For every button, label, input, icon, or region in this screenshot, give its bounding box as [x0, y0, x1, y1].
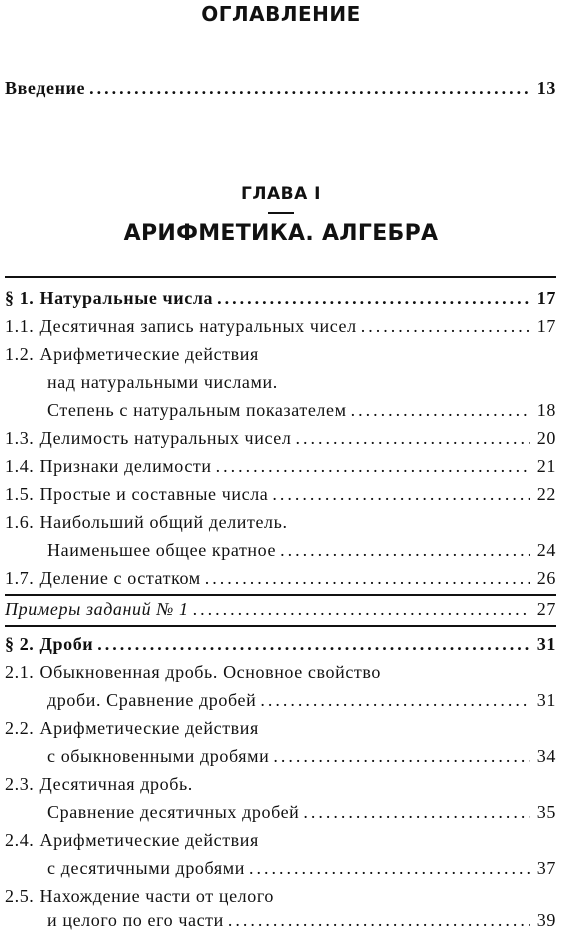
entry-title: 1.7. Деление с остатком: [5, 568, 201, 588]
dot-leader: [193, 599, 530, 620]
toc-entry-continued[interactable]: [47, 746, 556, 770]
toc-entry-continued[interactable]: [47, 858, 556, 882]
page-number: 24: [536, 540, 556, 560]
toc-entry-continued[interactable]: [47, 690, 556, 714]
dot-leader: [205, 568, 530, 589]
dot-leader: [280, 540, 530, 561]
toc-section-1[interactable]: [5, 288, 556, 312]
dot-leader: [97, 634, 530, 655]
entry-title: Наименьшее общее кратное: [47, 540, 277, 560]
entry-title: 2.3. Десятичная дробь.: [5, 774, 193, 794]
dot-leader: [228, 910, 530, 931]
toc-entry-continued[interactable]: [47, 802, 556, 826]
toc-entry[interactable]: [5, 718, 556, 742]
entry-title: Степень с натуральным показателем: [47, 400, 347, 420]
page-number: 34: [536, 746, 556, 766]
page-number: 17: [536, 316, 556, 336]
entry-title: 2.2. Арифметические действия: [5, 718, 259, 738]
section-divider: [5, 594, 556, 596]
section-divider: [5, 625, 556, 627]
toc-entry[interactable]: [5, 774, 556, 798]
entry-title: 1.2. Арифметические действия: [5, 344, 259, 364]
section-divider: [5, 276, 556, 278]
toc-entry[interactable]: [5, 568, 556, 592]
entry-title: 1.4. Признаки делимости: [5, 456, 212, 476]
dot-leader: [273, 746, 530, 767]
chapter-divider: [268, 212, 294, 214]
entry-title: дроби. Сравнение дробей: [47, 690, 257, 710]
dot-leader: [351, 400, 530, 421]
page-number: 13: [536, 78, 556, 98]
page-number: 37: [536, 858, 556, 878]
entry-title: над натуральными числами.: [47, 372, 278, 392]
page-number: 35: [536, 802, 556, 822]
entry-title: 1.6. Наибольший общий делитель.: [5, 512, 288, 532]
toc-entry[interactable]: [5, 886, 556, 910]
dot-leader: [272, 484, 530, 505]
dot-leader: [260, 690, 530, 711]
page-number: 17: [536, 288, 556, 308]
entry-title: § 2. Дроби: [5, 634, 94, 654]
entry-title: 1.5. Простые и составные числа: [5, 484, 269, 504]
page-number: 39: [536, 910, 556, 930]
chapter-title: АРИФМЕТИКА. АЛГЕБРА: [123, 221, 439, 246]
page-number: 21: [536, 456, 556, 476]
entry-title: Сравнение десятичных дробей: [47, 802, 300, 822]
dot-leader: [303, 802, 530, 823]
dot-leader: [217, 288, 530, 309]
dot-leader: [249, 858, 530, 879]
toc-entry-examples[interactable]: [5, 599, 556, 623]
dot-leader: [89, 78, 530, 99]
page-number: 20: [536, 428, 556, 448]
entry-title: 2.1. Обыкновенная дробь. Основное свойство: [5, 662, 381, 682]
toc-entry[interactable]: [5, 830, 556, 854]
entry-title: с десятичными дробями: [47, 858, 245, 878]
page-number: 18: [536, 400, 556, 420]
entry-title: 2.4. Арифметические действия: [5, 830, 259, 850]
entry-title: § 1. Натуральные числа: [5, 288, 214, 308]
toc-entry[interactable]: [5, 484, 556, 508]
toc-entry[interactable]: [5, 428, 556, 452]
toc-entry[interactable]: [5, 316, 556, 340]
toc-section-2[interactable]: [5, 634, 556, 658]
chapter-label: ГЛАВА I: [241, 184, 321, 204]
entry-title: с обыкновенными дробями: [47, 746, 270, 766]
toc-entry-continued[interactable]: [47, 910, 556, 934]
page-number: 26: [536, 568, 556, 588]
toc-entry[interactable]: [5, 512, 556, 536]
entry-title: и целого по его части: [47, 910, 224, 930]
page-number: 27: [536, 599, 556, 619]
toc-entry-continued: [47, 372, 556, 396]
toc-entry[interactable]: [5, 662, 556, 686]
page-number: 31: [536, 690, 556, 710]
dot-leader: [216, 456, 530, 477]
dot-leader: [295, 428, 530, 449]
toc-entry[interactable]: [5, 344, 556, 368]
entry-title: Введение: [5, 78, 86, 98]
toc-entry[interactable]: [5, 456, 556, 480]
entry-title: 1.3. Делимость натуральных чисел: [5, 428, 292, 448]
entry-title: 2.5. Нахождение части от целого: [5, 886, 274, 906]
page-number: 31: [536, 634, 556, 654]
dot-leader: [361, 316, 530, 337]
entry-title: Примеры заданий № 1: [5, 599, 189, 619]
toc-entry-continued[interactable]: [47, 540, 556, 564]
toc-entry-continued[interactable]: [47, 400, 556, 424]
toc-entry-introduction[interactable]: [5, 78, 556, 102]
entry-title: 1.1. Десятичная запись натуральных чисел: [5, 316, 357, 336]
page-title: ОГЛАВЛЕНИЕ: [201, 2, 361, 26]
page-number: 22: [536, 484, 556, 504]
